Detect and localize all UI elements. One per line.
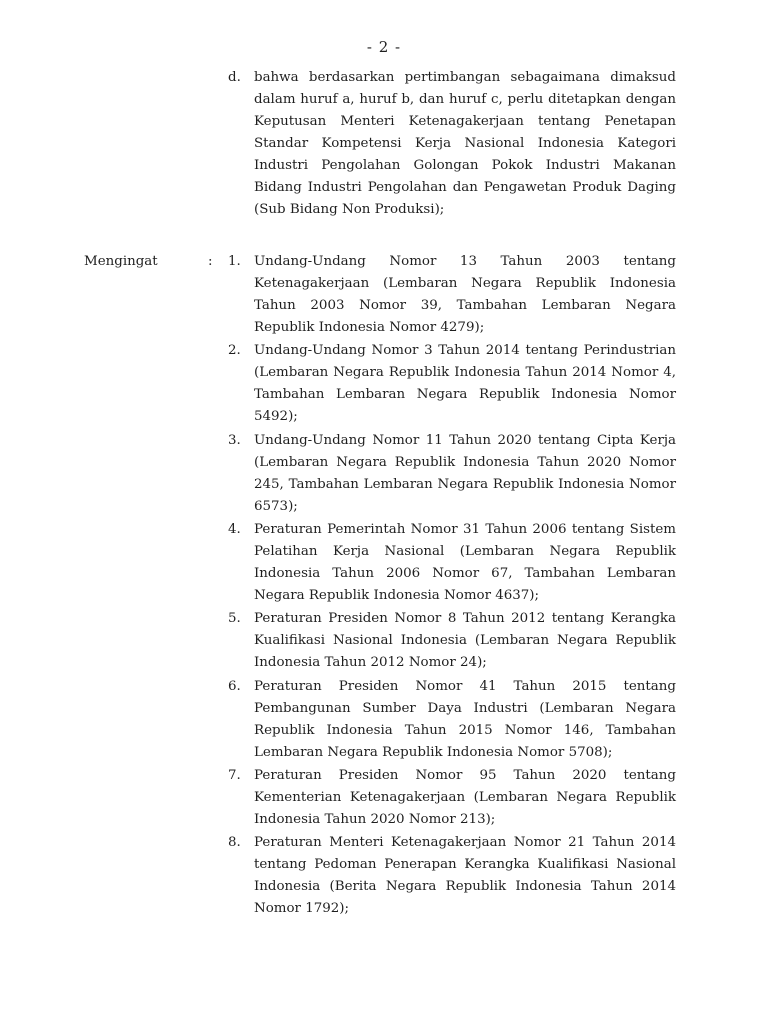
item-number: 2. [228, 343, 241, 358]
item-number: 1. [228, 254, 241, 269]
item-text: Undang-Undang Nomor 3 Tahun 2014 tentang Perindustrian (Lembaran Negara Republik Indonesia Tahun 2014 Nomor 4, Tambahan Lembaran Negara Republik Indonesia Nomor 5492); [254, 343, 676, 424]
mengingat-item-2 [228, 340, 676, 428]
item-text: Peraturan Presiden Nomor 95 Tahun 2020 tentang Kementerian Ketenagakerjaan (Lembaran Negara Republik Indonesia Tahun 2020 Nomor 213); [254, 768, 676, 827]
item-text: Peraturan Presiden Nomor 8 Tahun 2012 tentang Kerangka Kualifikasi Nasional Indonesia (Lembaran Negara Republik Indonesia Tahun 2012 Nomor 24); [254, 611, 676, 670]
mengingat-label: Mengingat [84, 254, 158, 269]
item-text: bahwa berdasarkan pertimbangan sebagaimana dimaksud dalam huruf a, huruf b, dan huruf c, perlu ditetapkan dengan Keputusan Menteri Ketenagakerjaan tentang Penetapan Standar Kompetensi Kerja Nasional Indonesia Kategori Industri Pengolahan Golongan Pokok Industri Makanan Bidang Industri Pengolahan dan Pengawetan Produk Daging (Sub Bidang Non Produksi); [254, 70, 676, 217]
menimbang-item-d [228, 67, 676, 221]
mengingat-item-7 [228, 765, 676, 831]
mengingat-item-3 [228, 430, 676, 518]
mengingat-item-5 [228, 608, 676, 674]
item-text: Peraturan Menteri Ketenagakerjaan Nomor 21 Tahun 2014 tentang Pedoman Penerapan Kerangka Kualifikasi Nasional Indonesia (Berita Negara Republik Indonesia Tahun 2014 Nomor 1792); [254, 835, 676, 916]
mengingat-item-4 [228, 519, 676, 607]
item-text: Peraturan Pemerintah Nomor 31 Tahun 2006 tentang Sistem Pelatihan Kerja Nasional (Lembaran Negara Republik Indonesia Tahun 2006 Nomor 67, Tambahan Lembaran Negara Republik Indonesia Nomor 4637); [254, 522, 676, 603]
mengingat-item-6 [228, 676, 676, 764]
item-number: 4. [228, 522, 241, 537]
mengingat-colon: : [208, 254, 213, 269]
item-number: 7. [228, 768, 241, 783]
mengingat-item-1 [228, 251, 676, 339]
item-text: Peraturan Presiden Nomor 41 Tahun 2015 tentang Pembangunan Sumber Daya Industri (Lembaran Negara Republik Indonesia Tahun 2015 Nomor 146, Tambahan Lembaran Negara Republik Indonesia Nomor 5708); [254, 679, 676, 760]
item-text: Undang-Undang Nomor 11 Tahun 2020 tentang Cipta Kerja (Lembaran Negara Republik Indonesia Tahun 2020 Nomor 245, Tambahan Lembaran Negara Republik Indonesia Nomor 6573); [254, 433, 676, 514]
item-marker: d. [228, 70, 241, 85]
item-text: Undang-Undang Nomor 13 Tahun 2003 tentang Ketenagakerjaan (Lembaran Negara Republik Indonesia Tahun 2003 Nomor 39, Tambahan Lembaran Negara Republik Indonesia Nomor 4279); [254, 254, 676, 335]
page-number: - 2 - [366, 38, 402, 56]
item-number: 5. [228, 611, 241, 626]
item-number: 8. [228, 835, 241, 850]
item-number: 3. [228, 433, 241, 448]
item-number: 6. [228, 679, 241, 694]
mengingat-item-8 [228, 832, 676, 920]
